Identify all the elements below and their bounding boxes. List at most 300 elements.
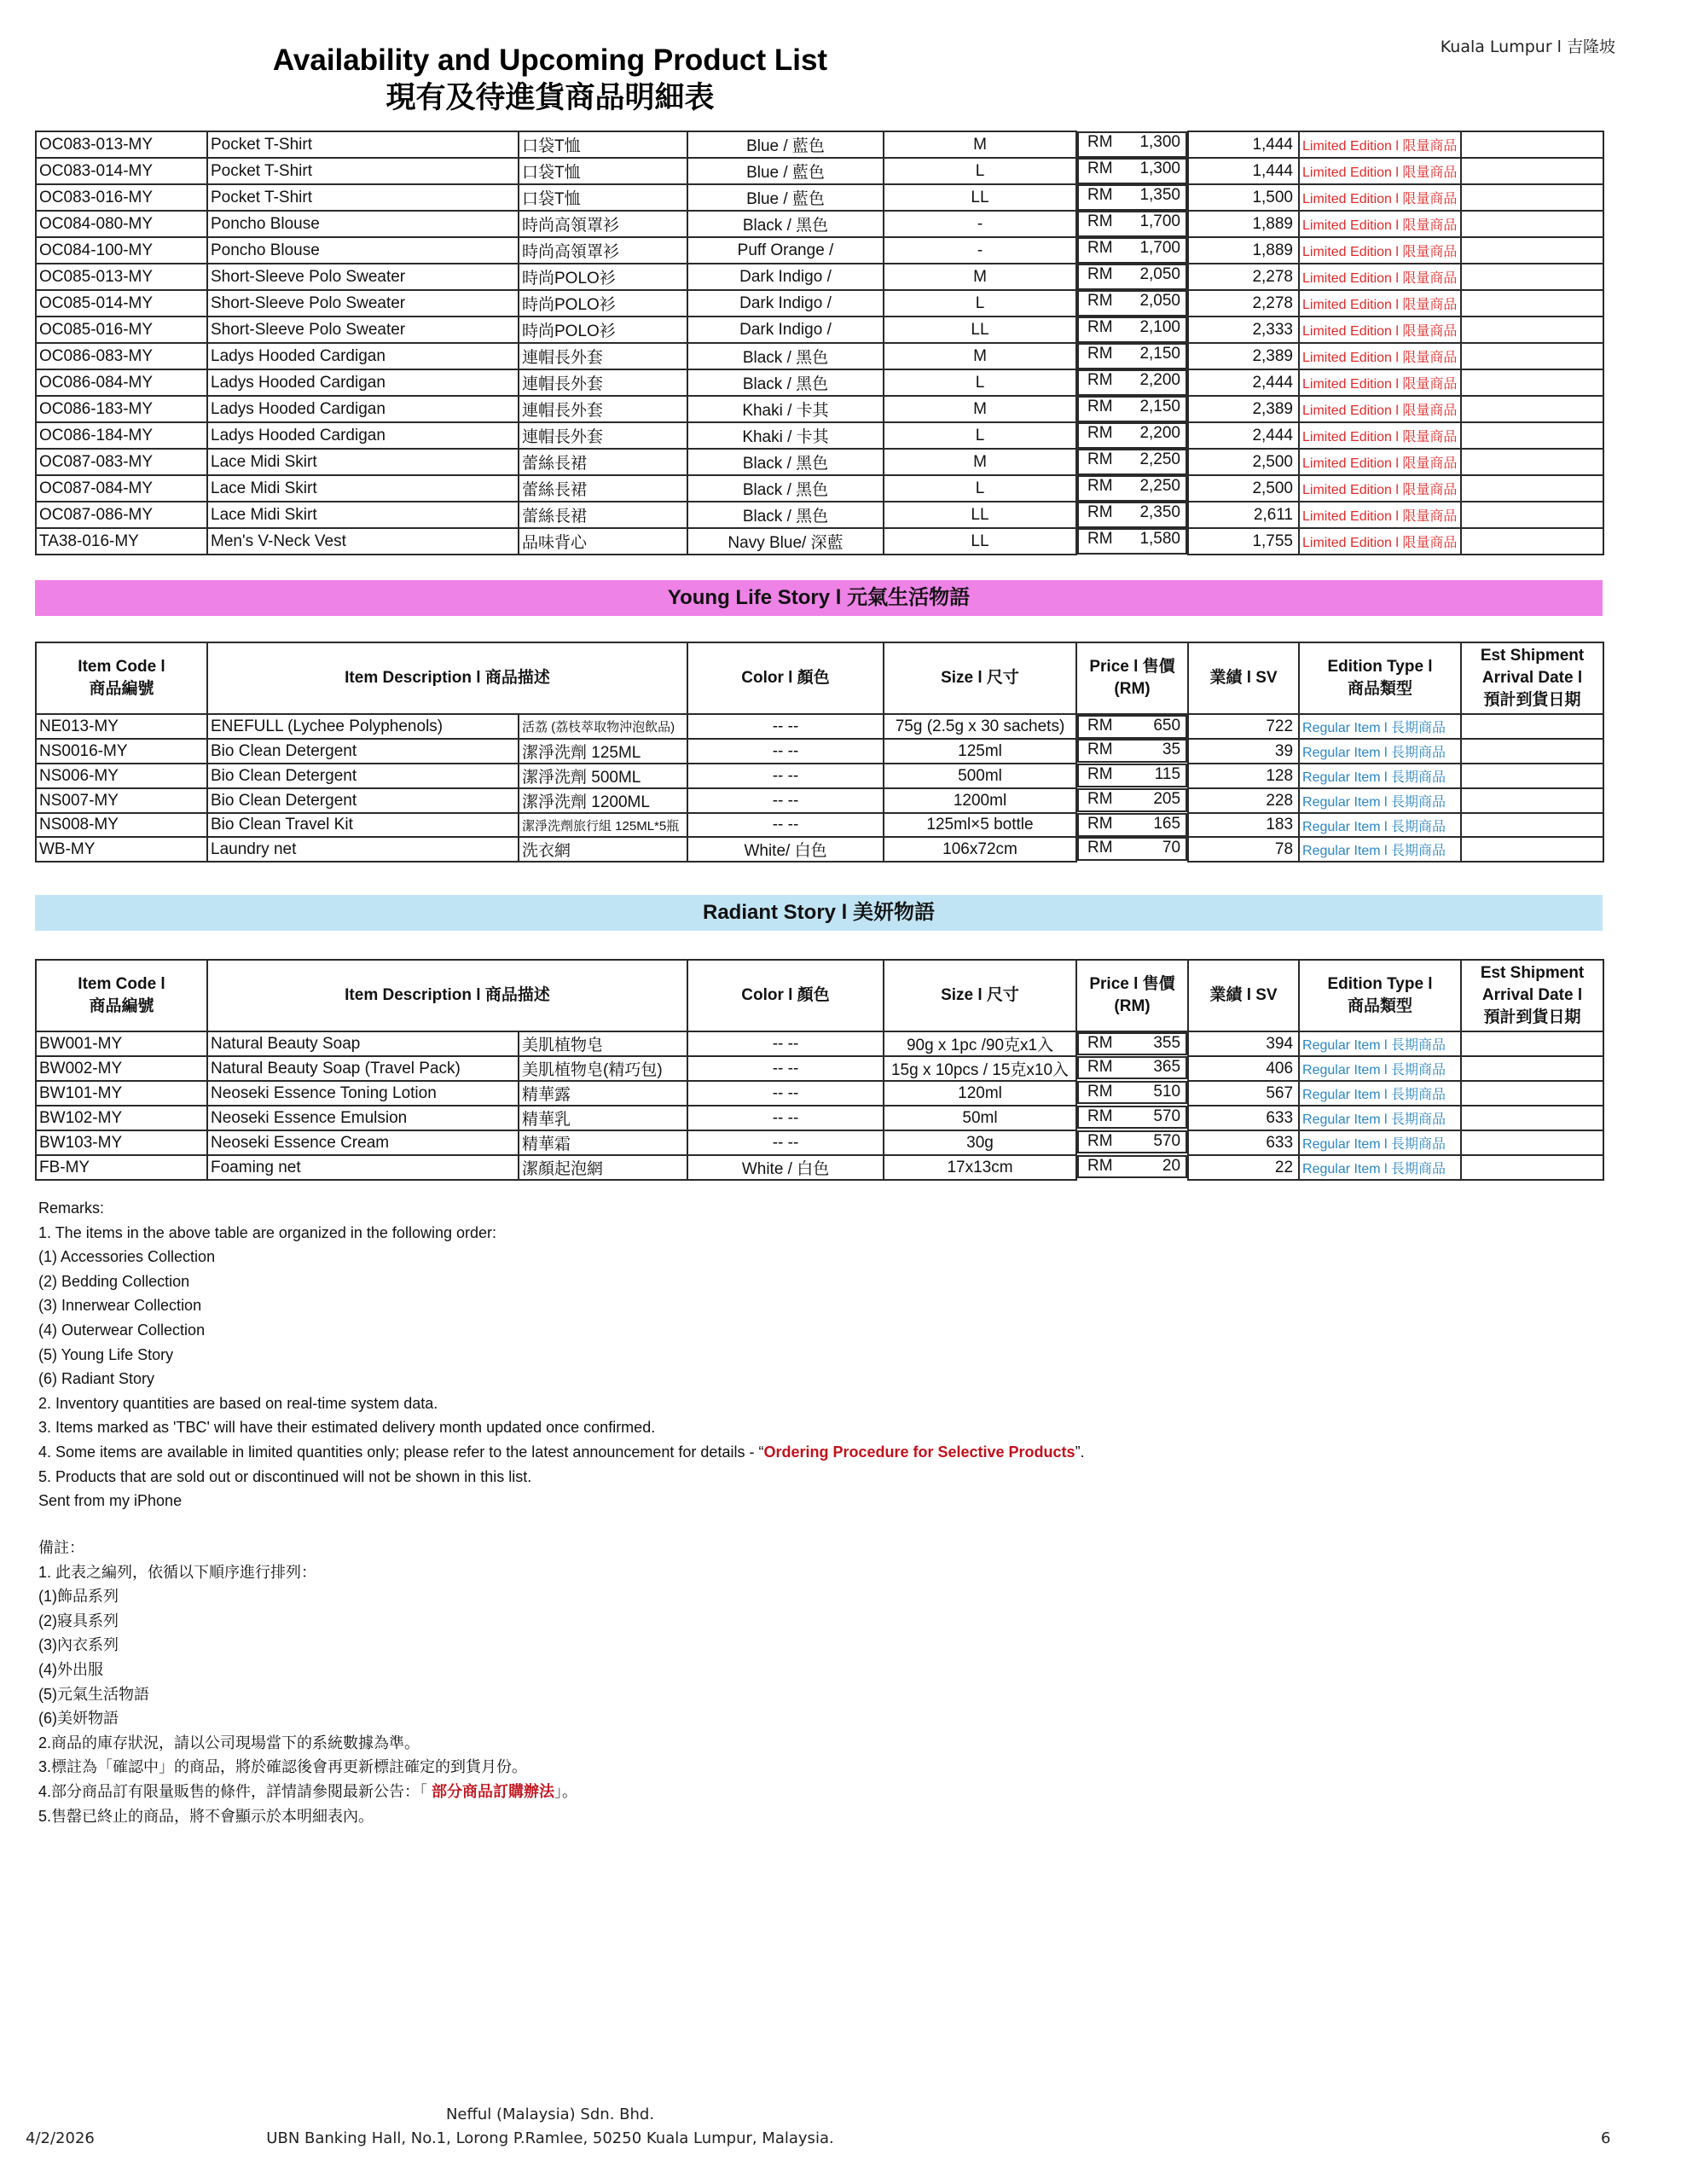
currency-label: RM — [1087, 765, 1113, 783]
currency-label: RM — [1087, 424, 1113, 442]
cell-item-description-zh: 精華露 — [519, 1081, 687, 1106]
cell-color: -- -- — [687, 1081, 884, 1106]
cell-price — [1077, 343, 1187, 369]
cell-item-description-zh: 時尚高領罩衫 — [519, 211, 687, 237]
cell-sv: 1,889 — [1188, 237, 1299, 264]
cell-sv: 2,389 — [1188, 396, 1299, 422]
cell-item-description-zh: 洗衣網 — [519, 837, 687, 862]
table-row — [36, 1155, 1603, 1180]
cell-sv: 2,444 — [1188, 422, 1299, 449]
cell-item-code: OC085-013-MY — [36, 264, 207, 290]
currency-label: RM — [1087, 741, 1113, 758]
remarks-english — [38, 1196, 1085, 1513]
remark-line-4: 4.部分商品訂有限量販售的條件，詳情請參閱最新公告：「 部分商品訂購辦法」。 — [38, 1782, 578, 1800]
table-row — [36, 211, 1603, 237]
price-value: 1,700 — [1139, 212, 1180, 230]
cell-sv: 2,278 — [1188, 290, 1299, 317]
cell-est-shipment — [1461, 1155, 1603, 1180]
cell-item-description-zh: 連帽長外套 — [519, 369, 687, 396]
cell-sv: 394 — [1188, 1031, 1299, 1056]
cell-edition-type: Regular Item l 長期商品 — [1299, 764, 1461, 788]
col-header-color: Color l 顏色 — [687, 960, 884, 1031]
cell-est-shipment — [1461, 764, 1603, 788]
cell-item-description-zh: 口袋T恤 — [519, 131, 687, 158]
cell-sv: 2,389 — [1188, 343, 1299, 369]
price-value: 2,350 — [1139, 503, 1180, 521]
cell-edition-type: Limited Edition l 限量商品 — [1299, 369, 1461, 396]
cell-item-code: BW002-MY — [36, 1056, 207, 1081]
cell-edition-type: Limited Edition l 限量商品 — [1299, 502, 1461, 528]
price-value: 165 — [1153, 815, 1181, 833]
price-value: 2,100 — [1139, 318, 1180, 336]
cell-item-code: BW103-MY — [36, 1130, 207, 1155]
remark-line: 1. 此表之編列，依循以下順序進行排列： — [38, 1563, 317, 1581]
currency-label: RM — [1087, 530, 1113, 548]
cell-edition-type: Limited Edition l 限量商品 — [1299, 264, 1461, 290]
cell-sv: 2,500 — [1188, 475, 1299, 502]
cell-item-code: NS006-MY — [36, 764, 207, 788]
cell-edition-type: Regular Item l 長期商品 — [1299, 739, 1461, 764]
cell-item-description: ENEFULL (Lychee Polyphenols) — [207, 714, 519, 739]
cell-item-description: Lace Midi Skirt — [207, 475, 519, 502]
cell-color: Dark Indigo / — [687, 317, 884, 343]
col-header-price: Price l 售價 (RM) — [1076, 960, 1188, 1031]
cell-item-description-zh: 品味背心 — [519, 528, 687, 555]
cell-item-code: WB-MY — [36, 837, 207, 862]
cell-est-shipment — [1461, 264, 1603, 290]
table-row — [36, 1106, 1603, 1130]
table-row — [36, 184, 1603, 211]
cell-est-shipment — [1461, 131, 1603, 158]
cell-color: Black / 黑色 — [687, 502, 884, 528]
col-header-edition-type: Edition Type l 商品類型 — [1299, 642, 1461, 714]
remark-line: (5)元氣生活物語 — [38, 1685, 149, 1703]
remark-line: 2. Inventory quantities are based on real-time system data. — [38, 1394, 438, 1412]
cell-size: L — [884, 290, 1076, 317]
radiant-story-table — [35, 959, 1604, 1181]
cell-sv: 2,278 — [1188, 264, 1299, 290]
col-header-size: Size l 尺寸 — [884, 960, 1076, 1031]
cell-item-description: Ladys Hooded Cardigan — [207, 343, 519, 369]
cell-sv: 2,611 — [1188, 502, 1299, 528]
col-header-color: Color l 顏色 — [687, 642, 884, 714]
cell-item-description-zh: 時尚POLO衫 — [519, 264, 687, 290]
price-value: 355 — [1153, 1034, 1181, 1052]
cell-price — [1077, 211, 1187, 237]
cell-price — [1077, 813, 1187, 837]
cell-est-shipment — [1461, 475, 1603, 502]
table-row — [36, 422, 1603, 449]
cell-item-description-zh: 潔淨洗劑旅行組 125ML*5瓶 — [519, 813, 687, 837]
footer-address: UBN Banking Hall, No.1, Lorong P.Ramlee, 50250 Kuala Lumpur, Malaysia. — [266, 2129, 834, 2147]
cell-color: Dark Indigo / — [687, 264, 884, 290]
cell-item-description: Bio Clean Detergent — [207, 739, 519, 764]
currency-label: RM — [1087, 1034, 1113, 1052]
cell-price — [1077, 502, 1187, 528]
price-value: 2,250 — [1139, 450, 1180, 468]
col-header-size: Size l 尺寸 — [884, 642, 1076, 714]
remark-line: (3) Innerwear Collection — [38, 1297, 202, 1315]
currency-label: RM — [1087, 265, 1113, 283]
cell-item-description: Foaming net — [207, 1155, 519, 1180]
table-row — [36, 1130, 1603, 1155]
cell-price — [1077, 449, 1187, 475]
cell-size: - — [884, 211, 1076, 237]
cell-sv: 78 — [1188, 837, 1299, 862]
table-row — [36, 317, 1603, 343]
cell-item-code: OC085-014-MY — [36, 290, 207, 317]
cell-sv: 567 — [1188, 1081, 1299, 1106]
cell-color: Khaki / 卡其 — [687, 422, 884, 449]
cell-price — [1077, 237, 1187, 264]
cell-est-shipment — [1461, 1106, 1603, 1130]
cell-sv: 1,444 — [1188, 131, 1299, 158]
price-value: 2,150 — [1139, 398, 1180, 415]
cell-est-shipment — [1461, 1130, 1603, 1155]
remark-line: (3)內衣系列 — [38, 1636, 119, 1654]
table-row — [36, 1056, 1603, 1081]
cell-size: 120ml — [884, 1081, 1076, 1106]
cell-color: Dark Indigo / — [687, 290, 884, 317]
cell-color: Black / 黑色 — [687, 449, 884, 475]
cell-item-description-zh: 精華霜 — [519, 1130, 687, 1155]
cell-color: -- -- — [687, 788, 884, 813]
cell-est-shipment — [1461, 788, 1603, 813]
currency-label: RM — [1087, 815, 1113, 833]
footer-page-number: 6 — [1601, 2129, 1611, 2147]
cell-edition-type: Limited Edition l 限量商品 — [1299, 475, 1461, 502]
price-value: 1,580 — [1139, 530, 1180, 548]
cell-item-description-zh: 蕾絲長裙 — [519, 449, 687, 475]
remark-line: 5.售罄已終止的商品，將不會顯示於本明細表內。 — [38, 1807, 374, 1825]
cell-edition-type: Limited Edition l 限量商品 — [1299, 131, 1461, 158]
price-value: 1,300 — [1139, 160, 1180, 177]
ordering-procedure-link-zh[interactable]: 部分商品訂購辦法 — [432, 1782, 555, 1800]
cell-color: Puff Orange / — [687, 237, 884, 264]
table-row — [36, 502, 1603, 528]
price-value: 510 — [1153, 1083, 1181, 1101]
cell-size: M — [884, 343, 1076, 369]
table-header-row — [36, 960, 1603, 1031]
currency-label: RM — [1087, 717, 1113, 735]
cell-item-description: Bio Clean Detergent — [207, 788, 519, 813]
cell-item-description: Natural Beauty Soap — [207, 1031, 519, 1056]
cell-item-description-zh: 連帽長外套 — [519, 396, 687, 422]
cell-price — [1077, 369, 1187, 396]
location-label: Kuala Lumpur l 吉隆坡 — [1440, 38, 1615, 56]
remark-line: (1) Accessories Collection — [38, 1248, 216, 1266]
col-header-sv: 業績 l SV — [1188, 960, 1299, 1031]
cell-size: 106x72cm — [884, 837, 1076, 862]
cell-sv: 406 — [1188, 1056, 1299, 1081]
cell-item-code: OC085-016-MY — [36, 317, 207, 343]
cell-price — [1077, 184, 1187, 211]
page-title-zh: 現有及待進貨商品明細表 — [386, 81, 715, 114]
cell-est-shipment — [1461, 369, 1603, 396]
cell-est-shipment — [1461, 290, 1603, 317]
cell-sv: 1,444 — [1188, 158, 1299, 184]
cell-sv: 128 — [1188, 764, 1299, 788]
cell-price — [1077, 528, 1187, 555]
cell-item-description: Men's V-Neck Vest — [207, 528, 519, 555]
cell-est-shipment — [1461, 211, 1603, 237]
cell-color: Black / 黑色 — [687, 211, 884, 237]
young-life-story-section-header: Young Life Story l 元氣生活物語 — [35, 580, 1603, 616]
currency-label: RM — [1087, 1107, 1113, 1125]
price-value: 2,050 — [1139, 292, 1180, 310]
cell-est-shipment — [1461, 813, 1603, 837]
cell-sv: 39 — [1188, 739, 1299, 764]
cell-item-description-zh: 口袋T恤 — [519, 158, 687, 184]
cell-item-description: Poncho Blouse — [207, 211, 519, 237]
cell-item-description: Pocket T-Shirt — [207, 158, 519, 184]
cell-color: Black / 黑色 — [687, 475, 884, 502]
cell-edition-type: Limited Edition l 限量商品 — [1299, 396, 1461, 422]
cell-item-description-zh: 美肌植物皂 — [519, 1031, 687, 1056]
cell-size: LL — [884, 528, 1076, 555]
cell-item-code: OC087-086-MY — [36, 502, 207, 528]
table-row — [36, 1031, 1603, 1056]
currency-label: RM — [1087, 292, 1113, 310]
price-value: 115 — [1154, 765, 1181, 783]
cell-item-code: OC086-083-MY — [36, 343, 207, 369]
cell-item-description: Pocket T-Shirt — [207, 131, 519, 158]
cell-item-code: NS007-MY — [36, 788, 207, 813]
cell-edition-type: Limited Edition l 限量商品 — [1299, 237, 1461, 264]
cell-size: M — [884, 396, 1076, 422]
cell-item-code: BW101-MY — [36, 1081, 207, 1106]
outerwear-table — [35, 131, 1604, 555]
remark-line: (4)外出服 — [38, 1660, 103, 1678]
remark-line: (6)美妍物語 — [38, 1710, 119, 1728]
cell-item-code: OC086-184-MY — [36, 422, 207, 449]
cell-item-description: Neoseki Essence Emulsion — [207, 1106, 519, 1130]
table-row — [36, 475, 1603, 502]
cell-size: 500ml — [884, 764, 1076, 788]
cell-sv: 722 — [1188, 714, 1299, 739]
cell-sv: 183 — [1188, 813, 1299, 837]
cell-item-code: TA38-016-MY — [36, 528, 207, 555]
cell-edition-type: Regular Item l 長期商品 — [1299, 1056, 1461, 1081]
cell-item-description: Ladys Hooded Cardigan — [207, 396, 519, 422]
cell-edition-type: Regular Item l 長期商品 — [1299, 1106, 1461, 1130]
currency-label: RM — [1087, 1157, 1113, 1175]
cell-item-description-zh: 連帽長外套 — [519, 422, 687, 449]
cell-item-description: Short-Sleeve Polo Sweater — [207, 317, 519, 343]
cell-size: LL — [884, 502, 1076, 528]
col-header-item-description: Item Description l 商品描述 — [207, 642, 687, 714]
cell-sv: 1,889 — [1188, 211, 1299, 237]
cell-size: 30g — [884, 1130, 1076, 1155]
cell-color: -- -- — [687, 764, 884, 788]
currency-label: RM — [1087, 398, 1113, 415]
cell-sv: 633 — [1188, 1130, 1299, 1155]
cell-size: M — [884, 264, 1076, 290]
cell-size: 17x13cm — [884, 1155, 1076, 1180]
cell-edition-type: Limited Edition l 限量商品 — [1299, 343, 1461, 369]
price-value: 2,250 — [1139, 477, 1180, 495]
table-row — [36, 813, 1603, 837]
cell-item-description-zh: 潔淨洗劑 500ML — [519, 764, 687, 788]
cell-item-description-zh: 潔顏起泡網 — [519, 1155, 687, 1180]
cell-color: Blue / 藍色 — [687, 184, 884, 211]
remark-line: (2) Bedding Collection — [38, 1272, 190, 1290]
cell-item-code: OC087-084-MY — [36, 475, 207, 502]
cell-item-description-zh: 蕾絲長裙 — [519, 502, 687, 528]
cell-price — [1077, 1130, 1187, 1153]
cell-item-description: Ladys Hooded Cardigan — [207, 422, 519, 449]
cell-est-shipment — [1461, 184, 1603, 211]
currency-label: RM — [1087, 1058, 1113, 1076]
col-header-est-shipment: Est Shipment Arrival Date l 預計到貨日期 — [1461, 642, 1603, 714]
table-row — [36, 714, 1603, 739]
cell-price — [1077, 837, 1187, 861]
cell-price — [1077, 1155, 1187, 1178]
cell-sv: 22 — [1188, 1155, 1299, 1180]
currency-label: RM — [1087, 318, 1113, 336]
price-value: 650 — [1153, 717, 1181, 735]
cell-edition-type: Regular Item l 長期商品 — [1299, 1081, 1461, 1106]
cell-edition-type: Limited Edition l 限量商品 — [1299, 290, 1461, 317]
cell-sv: 1,500 — [1188, 184, 1299, 211]
cell-size: L — [884, 475, 1076, 502]
remark-line: (4) Outerwear Collection — [38, 1321, 206, 1339]
col-header-item-description: Item Description l 商品描述 — [207, 960, 687, 1031]
currency-label: RM — [1087, 160, 1113, 177]
cell-edition-type: Limited Edition l 限量商品 — [1299, 184, 1461, 211]
price-value: 2,150 — [1139, 345, 1180, 363]
cell-size: L — [884, 158, 1076, 184]
currency-label: RM — [1087, 186, 1113, 204]
cell-item-code: OC083-014-MY — [36, 158, 207, 184]
cell-item-description: Short-Sleeve Polo Sweater — [207, 264, 519, 290]
cell-price — [1077, 764, 1187, 787]
cell-price — [1077, 1106, 1187, 1129]
cell-sv: 2,500 — [1188, 449, 1299, 475]
cell-color: White/ 白色 — [687, 837, 884, 862]
cell-item-code: NE013-MY — [36, 714, 207, 739]
cell-edition-type: Limited Edition l 限量商品 — [1299, 158, 1461, 184]
cell-color: -- -- — [687, 1130, 884, 1155]
table-row — [36, 528, 1603, 555]
cell-est-shipment — [1461, 158, 1603, 184]
currency-label: RM — [1087, 790, 1113, 808]
cell-item-code: OC084-100-MY — [36, 237, 207, 264]
cell-est-shipment — [1461, 1056, 1603, 1081]
price-value: 2,200 — [1139, 371, 1180, 389]
remark-line: 備註： — [38, 1539, 84, 1556]
cell-item-code: FB-MY — [36, 1155, 207, 1180]
cell-item-description: Short-Sleeve Polo Sweater — [207, 290, 519, 317]
cell-size: 125ml — [884, 739, 1076, 764]
col-header-price: Price l 售價 (RM) — [1076, 642, 1188, 714]
cell-size: 15g x 10pcs / 15克x10入 — [884, 1056, 1076, 1081]
cell-price — [1077, 788, 1187, 812]
cell-item-description-zh: 口袋T恤 — [519, 184, 687, 211]
cell-est-shipment — [1461, 317, 1603, 343]
cell-color: Khaki / 卡其 — [687, 396, 884, 422]
cell-size: M — [884, 131, 1076, 158]
cell-price — [1077, 739, 1187, 763]
remark-line: 3. Items marked as 'TBC' will have their estimated delivery month updated once confirmed. — [38, 1419, 656, 1437]
footer-company: Nefful (Malaysia) Sdn. Bhd. — [445, 2106, 655, 2123]
price-value: 1,350 — [1139, 186, 1180, 204]
col-header-item-code: Item Code l 商品編號 — [36, 960, 207, 1031]
remark-line: (5) Young Life Story — [38, 1345, 174, 1363]
cell-item-code: NS0016-MY — [36, 739, 207, 764]
cell-color: Black / 黑色 — [687, 369, 884, 396]
cell-item-description: Laundry net — [207, 837, 519, 862]
cell-price — [1077, 1056, 1187, 1079]
cell-item-code: OC086-084-MY — [36, 369, 207, 396]
table-row — [36, 764, 1603, 788]
cell-price — [1077, 264, 1187, 290]
cell-item-description: Ladys Hooded Cardigan — [207, 369, 519, 396]
table-row — [36, 369, 1603, 396]
cell-size: 75g (2.5g x 30 sachets) — [884, 714, 1076, 739]
cell-edition-type: Limited Edition l 限量商品 — [1299, 317, 1461, 343]
cell-price — [1077, 422, 1187, 449]
price-value: 365 — [1153, 1058, 1181, 1076]
cell-item-code: OC087-083-MY — [36, 449, 207, 475]
cell-item-description-zh: 時尚POLO衫 — [519, 290, 687, 317]
currency-label: RM — [1087, 239, 1113, 257]
cell-color: -- -- — [687, 1106, 884, 1130]
price-value: 570 — [1153, 1107, 1181, 1125]
col-header-est-shipment: Est Shipment Arrival Date l 預計到貨日期 — [1461, 960, 1603, 1031]
cell-edition-type: Regular Item l 長期商品 — [1299, 1031, 1461, 1056]
cell-item-description-zh: 美肌植物皂(精巧包) — [519, 1056, 687, 1081]
cell-est-shipment — [1461, 396, 1603, 422]
cell-price — [1077, 396, 1187, 422]
remark-line: Remarks: — [38, 1199, 105, 1217]
price-value: 2,200 — [1139, 424, 1180, 442]
price-value: 70 — [1162, 839, 1181, 857]
cell-item-description: Poncho Blouse — [207, 237, 519, 264]
cell-item-description: Lace Midi Skirt — [207, 502, 519, 528]
col-header-edition-type: Edition Type l 商品類型 — [1299, 960, 1461, 1031]
remark-line: 1. The items in the above table are organized in the following order: — [38, 1223, 496, 1241]
cell-color: -- -- — [687, 1056, 884, 1081]
table-row — [36, 264, 1603, 290]
cell-edition-type: Regular Item l 長期商品 — [1299, 1155, 1461, 1180]
ordering-procedure-link[interactable]: Ordering Procedure for Selective Products — [763, 1443, 1075, 1461]
footer-date: 4/2/2026 — [26, 2129, 95, 2147]
cell-edition-type: Limited Edition l 限量商品 — [1299, 449, 1461, 475]
price-value: 2,050 — [1139, 265, 1180, 283]
cell-size: 125ml×5 bottle — [884, 813, 1076, 837]
table-row — [36, 290, 1603, 317]
cell-item-description-zh: 潔淨洗劑 125ML — [519, 739, 687, 764]
cell-size: 1200ml — [884, 788, 1076, 813]
currency-label: RM — [1087, 371, 1113, 389]
cell-est-shipment — [1461, 449, 1603, 475]
cell-color: White / 白色 — [687, 1155, 884, 1180]
currency-label: RM — [1087, 503, 1113, 521]
cell-item-description: Pocket T-Shirt — [207, 184, 519, 211]
cell-color: -- -- — [687, 714, 884, 739]
cell-item-code: OC086-183-MY — [36, 396, 207, 422]
cell-edition-type: Regular Item l 長期商品 — [1299, 813, 1461, 837]
cell-est-shipment — [1461, 739, 1603, 764]
cell-size: - — [884, 237, 1076, 264]
price-value: 205 — [1153, 790, 1181, 808]
cell-est-shipment — [1461, 237, 1603, 264]
currency-label: RM — [1087, 212, 1113, 230]
cell-price — [1077, 290, 1187, 317]
cell-est-shipment — [1461, 343, 1603, 369]
cell-est-shipment — [1461, 502, 1603, 528]
